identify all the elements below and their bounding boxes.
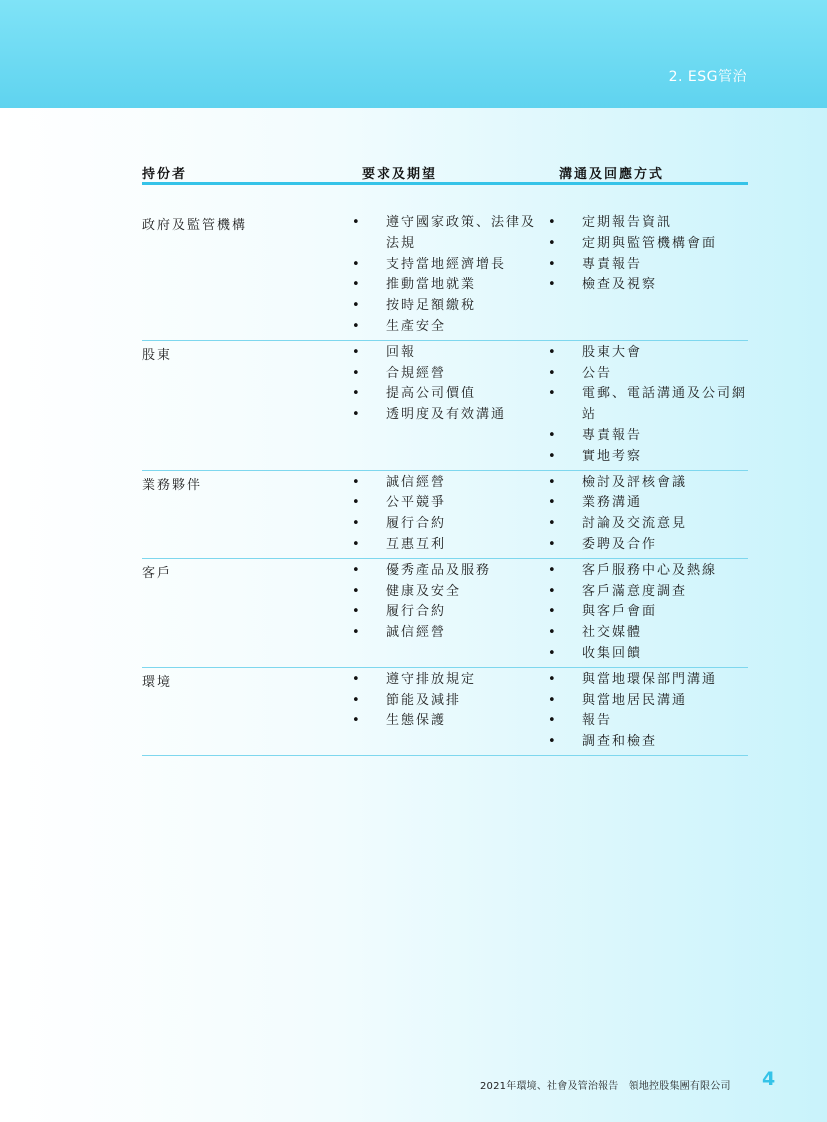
communication-item: • 與當地居民溝通 bbox=[548, 691, 748, 712]
communication-item: • 委聘及合作 bbox=[548, 535, 748, 556]
communication-item: • 業務溝通 bbox=[548, 493, 748, 514]
communication-item: • 股東大會 bbox=[548, 343, 748, 364]
stakeholder-name: 客戶 bbox=[142, 565, 173, 581]
expectation-item: • 按時足額繳稅 bbox=[352, 296, 548, 317]
expectation-item: • 遵守排放規定 bbox=[352, 670, 548, 691]
communication-item: • 電郵、電話溝通及公司網站 bbox=[548, 384, 748, 426]
stakeholder-name: 政府及監管機構 bbox=[142, 218, 248, 233]
expectation-item: • 回報 bbox=[352, 343, 548, 364]
expectation-item: • 互惠互利 bbox=[352, 535, 548, 556]
communication-item: • 公告 bbox=[548, 364, 748, 385]
stakeholder-name: 業務夥伴 bbox=[142, 477, 203, 493]
expectation-item: • 合規經營 bbox=[352, 364, 548, 385]
communication-item: • 檢查及視察 bbox=[548, 275, 748, 296]
expectation-item: • 支持當地經濟增長 bbox=[352, 255, 548, 276]
table-header bbox=[142, 160, 748, 185]
footer-text: 2021年環境、社會及管治報告 領地控股集團有限公司 bbox=[480, 1081, 731, 1092]
expectation-item: • 提高公司價值 bbox=[352, 384, 548, 405]
expectation-list bbox=[352, 343, 548, 426]
expectation-item: • 遵守國家政策、法律及法規 bbox=[352, 213, 548, 255]
communication-item: • 定期與監管機構會面 bbox=[548, 234, 748, 255]
communication-item: • 專責報告 bbox=[548, 426, 748, 447]
expectation-item: • 優秀產品及服務 bbox=[352, 561, 548, 582]
section-title: 2. ESG管治 bbox=[668, 69, 747, 85]
communication-item: • 定期報告資訊 bbox=[548, 213, 748, 234]
header-expectations: 要求及期望 bbox=[362, 167, 438, 182]
stakeholder-name: 股東 bbox=[142, 347, 173, 363]
table-row bbox=[142, 341, 748, 471]
communication-item: • 客戶服務中心及熱線 bbox=[548, 561, 748, 582]
expectation-item: • 履行合約 bbox=[352, 602, 548, 623]
communication-item: • 社交媒體 bbox=[548, 623, 748, 644]
communication-list bbox=[548, 343, 748, 468]
expectation-item: • 誠信經營 bbox=[352, 623, 548, 644]
communication-list bbox=[548, 561, 748, 665]
expectation-item: • 公平競爭 bbox=[352, 493, 548, 514]
communication-item: • 專責報告 bbox=[548, 255, 748, 276]
table-row bbox=[142, 211, 748, 341]
communication-item: • 檢討及評核會議 bbox=[548, 473, 748, 494]
communication-item: • 客戶滿意度調查 bbox=[548, 582, 748, 603]
expectation-item: • 履行合約 bbox=[352, 514, 548, 535]
header-stakeholder: 持份者 bbox=[142, 167, 188, 182]
table-row bbox=[142, 668, 748, 756]
communication-item: • 收集回饋 bbox=[548, 644, 748, 665]
expectation-item: • 生態保護 bbox=[352, 711, 548, 732]
expectation-item: • 節能及減排 bbox=[352, 691, 548, 712]
communication-item: • 報告 bbox=[548, 711, 748, 732]
stakeholder-table bbox=[142, 160, 748, 756]
communication-item: • 討論及交流意見 bbox=[548, 514, 748, 535]
expectation-list bbox=[352, 561, 548, 644]
communication-item: • 調查和檢查 bbox=[548, 732, 748, 753]
table-row bbox=[142, 559, 748, 668]
header-communication: 溝通及回應方式 bbox=[559, 167, 665, 182]
header-band bbox=[0, 0, 827, 108]
expectation-item: • 生產安全 bbox=[352, 317, 548, 338]
expectation-item: • 透明度及有效溝通 bbox=[352, 405, 548, 426]
expectation-item: • 推動當地就業 bbox=[352, 275, 548, 296]
table-body bbox=[142, 211, 748, 756]
table-row bbox=[142, 471, 748, 559]
communication-item: • 與客戶會面 bbox=[548, 602, 748, 623]
expectation-list bbox=[352, 670, 548, 732]
expectation-list bbox=[352, 213, 548, 338]
page-number: 4 bbox=[762, 1068, 776, 1090]
communication-list bbox=[548, 213, 748, 296]
communication-item: • 實地考察 bbox=[548, 447, 748, 468]
expectation-item: • 健康及安全 bbox=[352, 582, 548, 603]
communication-list bbox=[548, 473, 748, 556]
expectation-list bbox=[352, 473, 548, 556]
communication-item: • 與當地環保部門溝通 bbox=[548, 670, 748, 691]
expectation-item: • 誠信經營 bbox=[352, 473, 548, 494]
stakeholder-name: 環境 bbox=[142, 674, 173, 690]
communication-list bbox=[548, 670, 748, 753]
